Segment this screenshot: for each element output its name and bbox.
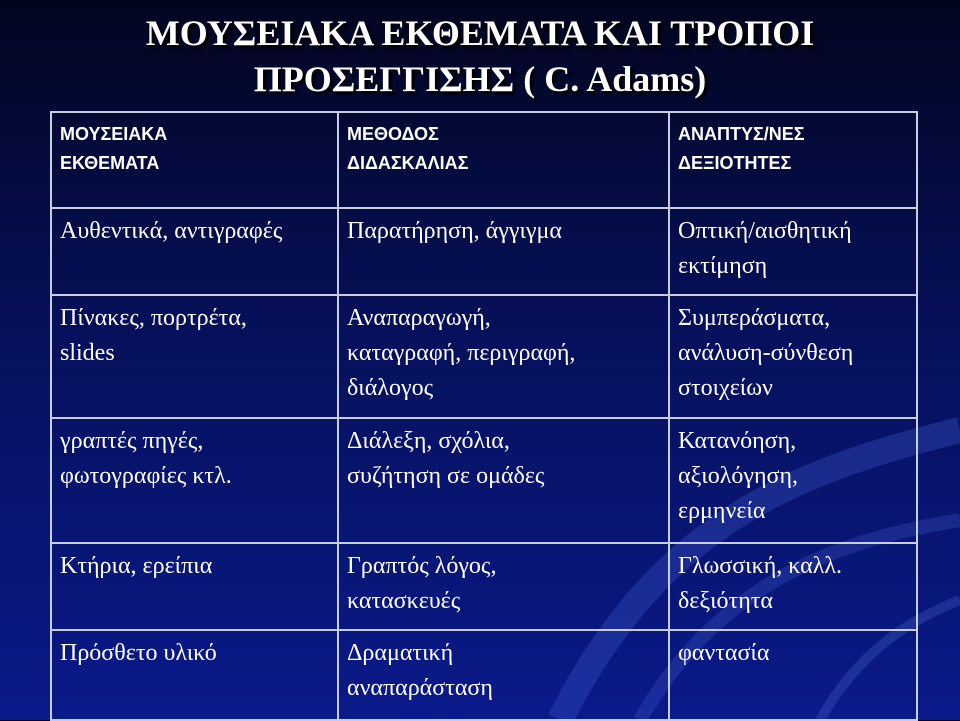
cell-line: γραπτές πηγές, <box>60 428 204 454</box>
cell-line: κατασκευές <box>347 588 461 614</box>
table-cell <box>669 208 917 295</box>
cell-line: Αναπαραγωγή, <box>347 305 491 331</box>
cell-line: φαντασία <box>678 640 770 666</box>
table-cell <box>338 295 669 418</box>
slide-title-line-1: ΜΟΥΣΕΙΑΚΑ ΕΚΘΕΜΑΤΑ ΚΑΙ ΤΡΟΠΟΙ <box>145 13 815 53</box>
cell-line: στοιχείων <box>678 375 773 401</box>
exhibits-table <box>50 111 918 721</box>
cell-line: ΑΝΑΠΤΥΣ/ΝΕΣ <box>678 124 805 144</box>
cell-line: αναπαράσταση <box>347 675 493 701</box>
table-header-row <box>51 112 917 208</box>
cell-line: Γραπτός λόγος, <box>347 553 497 579</box>
table-cell <box>51 543 338 630</box>
table-row <box>51 208 917 295</box>
cell-line: Συμπεράσματα, <box>678 305 831 331</box>
table-cell <box>338 418 669 543</box>
cell-line: Κτήρια, ερείπια <box>60 553 213 579</box>
cell-line: Δραματική <box>347 640 454 666</box>
table-row <box>51 630 917 720</box>
table-cell <box>338 630 669 720</box>
cell-line: ΔΕΞΙΟΤΗΤΕΣ <box>678 153 792 173</box>
table-cell <box>669 295 917 418</box>
cell-line: Αυθεντικά, αντιγραφές <box>60 218 283 244</box>
table-cell <box>51 630 338 720</box>
cell-line: αξιολόγηση, <box>678 463 799 489</box>
cell-line: Πίνακες, πορτρέτα, <box>60 305 247 331</box>
cell-line: ερμηνεία <box>678 498 766 524</box>
cell-line: ΜΕΘΟΔΟΣ <box>347 124 439 144</box>
cell-line: συζήτηση σε ομάδες <box>347 463 545 489</box>
cell-line: καταγραφή, περιγραφή, <box>347 340 576 366</box>
slide-title <box>40 10 920 102</box>
cell-line: Οπτική/αισθητική <box>678 218 852 244</box>
table-row <box>51 418 917 543</box>
table-cell <box>338 208 669 295</box>
cell-line: ΕΚΘΕΜΑΤΑ <box>60 153 160 173</box>
header-cell-exhibits <box>51 112 338 208</box>
cell-line: Κατανόηση, <box>678 428 797 454</box>
table-cell <box>669 543 917 630</box>
cell-line: διάλογος <box>347 375 434 401</box>
slide-title-line-2: ΠΡΟΣΕΓΓΙΣΗΣ ( C. Adams) <box>253 59 707 99</box>
cell-line: Πρόσθετο υλικό <box>60 640 217 666</box>
cell-line: φωτογραφίες κτλ. <box>60 463 232 489</box>
cell-line: ΔΙΔΑΣΚΑΛΙΑΣ <box>347 153 469 173</box>
table-cell <box>51 295 338 418</box>
cell-line: ανάλυση-σύνθεση <box>678 340 854 366</box>
table-cell <box>669 630 917 720</box>
table-row <box>51 295 917 418</box>
table-row <box>51 543 917 630</box>
cell-line: δεξιότητα <box>678 588 773 614</box>
table-cell <box>51 418 338 543</box>
cell-line: Διάλεξη, σχόλια, <box>347 428 510 454</box>
header-cell-method <box>338 112 669 208</box>
cell-line: Παρατήρηση, άγγιγμα <box>347 218 562 244</box>
cell-line: εκτίμηση <box>678 253 768 279</box>
cell-line: slides <box>60 340 115 366</box>
header-cell-skills <box>669 112 917 208</box>
cell-line: Γλωσσική, καλλ. <box>678 553 843 579</box>
table-cell <box>669 418 917 543</box>
table-cell <box>338 543 669 630</box>
cell-line: ΜΟΥΣΕΙΑΚΑ <box>60 124 168 144</box>
table-cell <box>51 208 338 295</box>
